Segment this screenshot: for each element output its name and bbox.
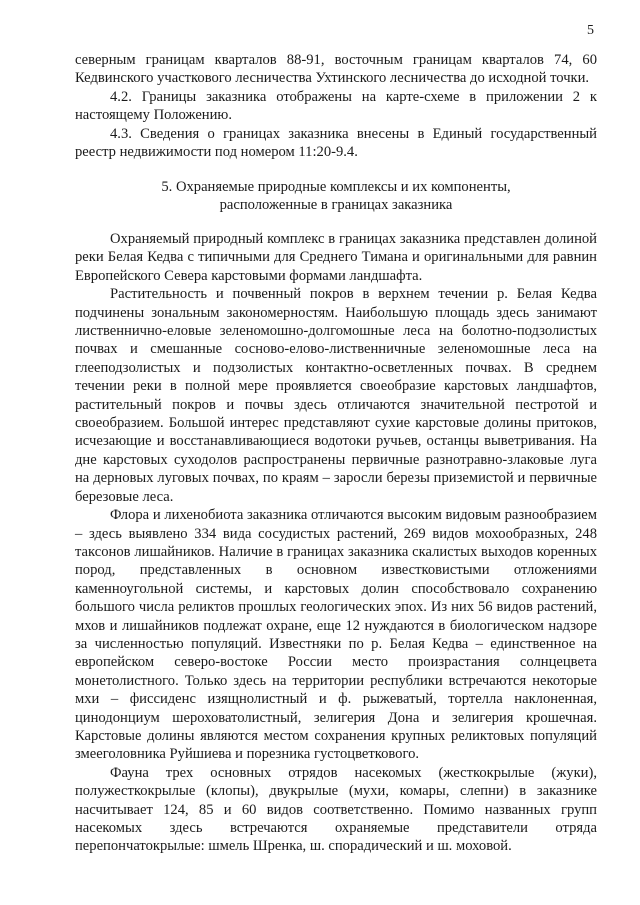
boundary-continuation-paragraph: северным границам кварталов 88-91, восточным границам кварталов 74, 60 Кедвинского участкового лесничества Ухтинского лесничества до исходной точки. [75, 52, 597, 87]
page-number: 5 [587, 23, 594, 38]
flora-paragraph: Флора и лихенобиота заказника отличаются высоким видовым разнообразием – здесь выявлено 334 вида сосудистых растений, 269 видов мохообразных, 248 таксонов лишайников. Наличие в границах заказника скалистых выходов коренных пород, представленных в основном известковистыми отложениями каменноугольной системы, и карстовых долин способствовало сохранению большого числа реликтов прошлых геологических эпох. Из них 56 видов растений, мхов и лишайников подлежат охране, еще 12 нуждаются в биологическом надзоре за численностью популяций. Известняки по р. Белая Кедва – единственное на европейском северо-востоке России место произрастания солнцецвета монетолистного. Только здесь на территории республики встречаются некоторые мхи – фиссиденс изящнолистный и ф. рыжеватый, тортелла наклоненная, цинодонциум шероховатолистный, зелигерия Дона и зелигерия крошечная. Карстовые долины являются местом сохранения крупных реликтовых популяций змееголовника Руйшиева и порезника густоцветкового. [75, 507, 597, 763]
registry-paragraph: 4.3. Сведения о границах заказника внесены в Единый государственный реестр недвижимости под номером 11:20-9.4. [75, 125, 597, 161]
fauna-paragraph: Фауна трех основных отрядов насекомых (жесткокрылые (жуки), полужесткокрылые (клопы), двукрылые (мухи, комары, слепни) в заказнике насчитывает 124, 85 и 60 видов соответственно. Помимо названных групп насекомых здесь встречаются охраняемые представители отряда перепончатокрылые: шмель Шренка, ш. спорадический и ш. моховой. [75, 764, 597, 855]
boundary-map-paragraph: 4.2. Границы заказника отображены на карте-схеме в приложении 2 к настоящему Положению. [75, 88, 597, 124]
vegetation-soil-paragraph: Растительность и почвенный покров в верхнем течении р. Белая Кедва подчинены зональным закономерностям. Наибольшую площадь здесь занимают лиственнично-еловые зеленомошно-долгомошные леса на болотно-подзолистых почвах и смешанные сосново-елово-лиственничные зеленомошные леса на глееподзолистых и подзолистых контактно-осветленных почвах. В среднем течении реки в полной мере проявляется своеобразие карстовых ландшафтов, растительный покров и почвы здесь отличаются значительной пестротой и своеобразием. Большой интерес представляют сухие карстовые долины притоков, исчезающие и восстанавливающиеся водотоки ручьев, останцы выветривания. На дне карстовых суходолов распространены первичные разнотравно-злаковые луга на дерновых луговых почвах, по краям – заросли березы приземистой и первичные березовые леса. [75, 286, 597, 505]
section-5-title-line-2: расположенные в границах заказника [219, 197, 453, 214]
section-5-heading [75, 178, 597, 215]
intro-block [75, 51, 597, 161]
section-5-title-line-1: 5. Охраняемые природные комплексы и их компоненты, [161, 179, 511, 195]
section-5-body [75, 230, 597, 856]
protected-complex-paragraph: Охраняемый природный комплекс в границах заказника представлен долиной реки Белая Кедва с типичными для Среднего Тимана и оригинальными для равнин Европейского Севера карстовыми формами ландшафта. [75, 231, 597, 284]
